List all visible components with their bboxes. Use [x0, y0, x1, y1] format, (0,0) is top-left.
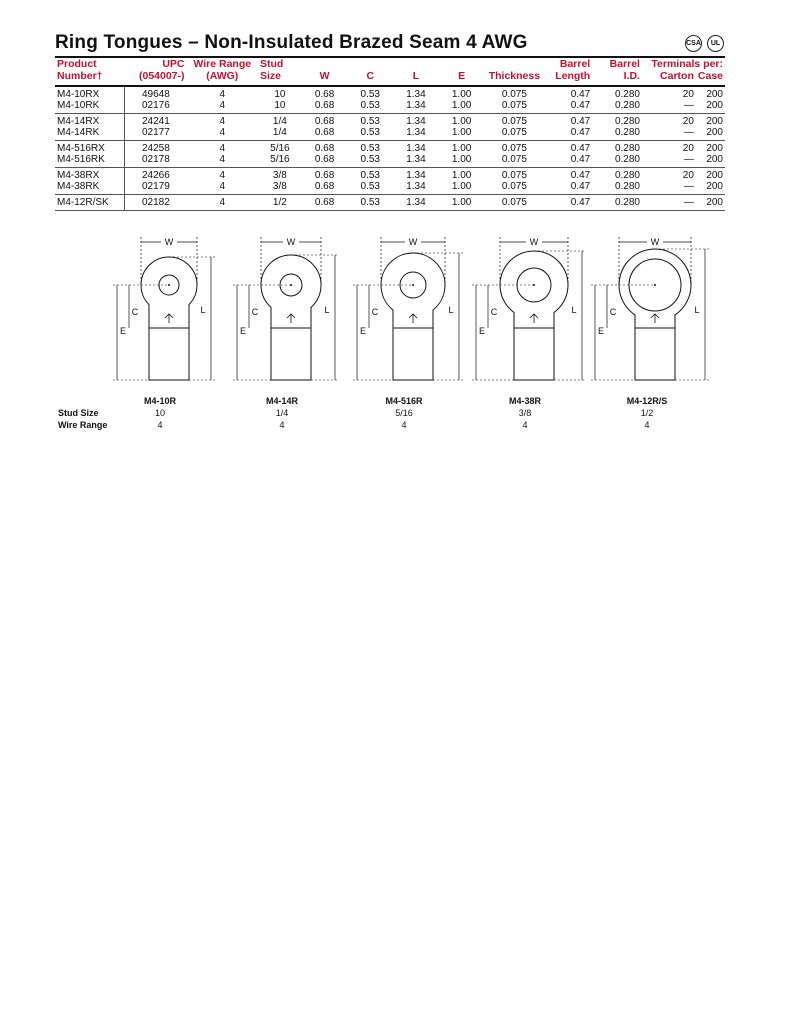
- col-header-blank-e: [439, 57, 485, 70]
- cell-c: 0.53: [360, 100, 380, 111]
- cell-c: 0.53: [347, 114, 393, 128]
- cell-carton: 20: [642, 141, 696, 155]
- cell-e: 1.00: [451, 154, 472, 165]
- l-label: L: [694, 305, 700, 315]
- stud-size-value: 10: [154, 408, 165, 418]
- cell-carton: 20: [642, 168, 696, 182]
- cell-w: 0.68: [314, 154, 335, 165]
- col-header-case: Case: [697, 70, 723, 82]
- col-header-id: I.D.: [623, 70, 640, 82]
- cell-w: 0.68: [314, 100, 335, 111]
- l-label: L: [324, 305, 330, 315]
- cell-stud-size: 1/4: [272, 127, 287, 138]
- e-label: E: [478, 326, 486, 336]
- e-label: E: [119, 326, 127, 336]
- c-label: C: [609, 307, 617, 317]
- cell-w: 0.68: [302, 141, 348, 155]
- cell-wire-range: 4: [187, 195, 258, 211]
- cell-l: 1.34: [406, 181, 426, 192]
- cell-c: 0.53: [347, 168, 393, 182]
- cell-c: 0.53: [360, 89, 380, 100]
- diagram-strip: [0, 225, 798, 400]
- cell-stud-size: 1/4: [258, 114, 302, 128]
- col-header-barrel1: Barrel: [559, 58, 591, 70]
- cell-case: 200: [696, 114, 725, 128]
- cell-c: 0.53: [360, 154, 380, 165]
- cell-barrel-id: 0.280: [592, 195, 642, 211]
- cell-stud-size: 3/8: [258, 168, 302, 182]
- cell-e: 1.00: [439, 141, 485, 155]
- cell-e: 1.00: [451, 127, 472, 138]
- direction-arrow: [530, 314, 538, 323]
- col-header-l: L: [412, 70, 420, 82]
- cell-barrel-length: 0.47: [544, 141, 592, 155]
- wire-range-value: 4: [644, 420, 650, 430]
- header-row-bottom: [55, 70, 725, 86]
- col-header-blank-thickness: [484, 57, 544, 70]
- diagram-name: M4-38R: [508, 396, 541, 406]
- cell-stud-size: 1/2: [258, 195, 302, 211]
- cell-barrel-id: 0.280: [614, 154, 640, 165]
- cell-upc: 02179: [125, 181, 187, 195]
- col-header-blank-c: [347, 57, 393, 70]
- cell-w: 0.68: [302, 168, 348, 182]
- cell-w: 0.68: [302, 114, 348, 128]
- stud-size-value: 5/16: [395, 408, 413, 418]
- header-row-top: [55, 57, 725, 70]
- table-row: [55, 100, 725, 114]
- cell-thickness: 0.075: [501, 89, 527, 100]
- cell-carton: 20: [682, 89, 694, 100]
- col-header-barrel2: Barrel: [609, 58, 640, 70]
- cell-product: M4-516RK: [57, 154, 105, 165]
- cell-l: 1.34: [406, 89, 426, 100]
- cell-wire-range: 4: [187, 168, 258, 182]
- cell-wire-range: 4: [187, 114, 258, 128]
- col-header-wire-range: Wire Range: [193, 58, 252, 70]
- cell-case: 200: [706, 181, 723, 192]
- c-label: C: [131, 307, 139, 317]
- c-label: C: [371, 307, 379, 317]
- cell-barrel-length: 0.47: [544, 114, 592, 128]
- cell-upc: 02182: [125, 195, 187, 211]
- title-row: [55, 32, 725, 56]
- cell-barrel-id: 0.280: [592, 168, 642, 182]
- cell-e: 1.00: [439, 114, 485, 128]
- diagram-name: M4-14R: [265, 396, 298, 406]
- cell-product: M4-12R/SK: [55, 195, 125, 211]
- cell-wire-range: 4: [219, 89, 226, 100]
- diagram-name: M4-516R: [385, 396, 423, 406]
- table-row: [55, 181, 725, 195]
- cell-barrel-id: 0.280: [592, 114, 642, 128]
- cell-e: 1.00: [439, 195, 485, 211]
- l-label: L: [200, 305, 206, 315]
- cell-case: 200: [696, 195, 725, 211]
- cell-barrel-id: 0.280: [614, 89, 640, 100]
- cell-case: 200: [706, 127, 723, 138]
- col-header-terminals-per: Terminals per:: [651, 58, 723, 70]
- e-label: E: [239, 326, 247, 336]
- cell-barrel-length: 0.47: [544, 195, 592, 211]
- col-header-number: Number†: [57, 70, 103, 82]
- wire-range-label: Wire Range: [58, 420, 108, 430]
- diagram-name: M4-12R/S: [626, 396, 668, 406]
- wire-range-value: 4: [157, 420, 163, 430]
- table-row: [55, 195, 725, 211]
- direction-arrow: [165, 314, 173, 323]
- cell-case: 200: [706, 100, 723, 111]
- wire-range-value: 4: [522, 420, 528, 430]
- c-label: C: [251, 307, 259, 317]
- cell-wire-range: 4: [187, 141, 258, 155]
- cell-product: M4-14RX: [55, 114, 125, 128]
- col-header-blank-l: [393, 57, 439, 70]
- cell-carton: 20: [642, 114, 696, 128]
- col-header-length: Length: [555, 70, 591, 82]
- cell-thickness: 0.075: [501, 100, 527, 111]
- col-header-product: Product: [57, 58, 97, 70]
- cell-case: 200: [696, 168, 725, 182]
- cell-barrel-id: 0.280: [614, 100, 640, 111]
- cell-c: 0.53: [360, 127, 380, 138]
- csa-logo: CSA: [685, 35, 702, 52]
- cell-barrel-id: 0.280: [614, 127, 640, 138]
- cell-wire-range: 4: [219, 100, 226, 111]
- cell-upc: 02178: [125, 154, 187, 168]
- cell-carton: —: [683, 127, 694, 138]
- cell-carton: —: [683, 100, 694, 111]
- table-row: [55, 168, 725, 182]
- cell-carton: —: [642, 195, 696, 211]
- table-row: [55, 141, 725, 155]
- table-row: [55, 114, 725, 128]
- col-header-blank-w: [302, 57, 348, 70]
- cell-thickness: 0.075: [484, 168, 544, 182]
- cell-product: M4-516RX: [55, 141, 125, 155]
- cell-upc: 24241: [125, 114, 187, 128]
- cell-upc: 24266: [125, 168, 187, 182]
- col-header-w: W: [319, 70, 330, 82]
- cell-wire-range: 4: [219, 181, 226, 192]
- col-header-carton: Carton: [660, 70, 694, 82]
- w-label: W: [529, 237, 539, 247]
- page-title: Ring Tongues – Non-Insulated Brazed Seam 4 AWG: [55, 32, 528, 53]
- cell-l: 1.34: [393, 114, 439, 128]
- cell-thickness: 0.075: [501, 127, 527, 138]
- cell-stud-size: 3/8: [272, 181, 287, 192]
- cell-upc: 49648: [125, 86, 187, 100]
- cell-thickness: 0.075: [484, 141, 544, 155]
- cell-thickness: 0.075: [484, 114, 544, 128]
- table-row: [55, 127, 725, 141]
- cell-l: 1.34: [393, 168, 439, 182]
- direction-arrow: [409, 314, 417, 323]
- table-row: [55, 154, 725, 168]
- cell-carton: —: [683, 154, 694, 165]
- cell-barrel-length: 0.47: [570, 89, 591, 100]
- direction-arrow: [287, 314, 295, 323]
- cell-upc: 24258: [125, 141, 187, 155]
- wire-range-value: 4: [279, 420, 285, 430]
- cell-case: 200: [696, 141, 725, 155]
- w-label: W: [408, 237, 418, 247]
- cell-stud-size: 10: [274, 100, 286, 111]
- cell-stud-size: 5/16: [270, 154, 290, 165]
- stud-size-value: 3/8: [518, 408, 532, 418]
- cell-thickness: 0.075: [501, 181, 527, 192]
- cell-barrel-length: 0.47: [570, 100, 591, 111]
- cell-e: 1.00: [451, 89, 472, 100]
- cell-product: M4-14RK: [57, 127, 100, 138]
- cell-product: M4-38RK: [57, 181, 100, 192]
- col-header-thickness: Thickness: [488, 70, 541, 82]
- cell-stud-size: 10: [274, 89, 286, 100]
- cell-wire-range: 4: [219, 127, 226, 138]
- w-label: W: [286, 237, 296, 247]
- cell-barrel-id: 0.280: [592, 141, 642, 155]
- cell-e: 1.00: [451, 181, 472, 192]
- cell-w: 0.68: [314, 127, 335, 138]
- col-header-e: E: [458, 70, 466, 82]
- ring-tongue-diagrams: [0, 225, 798, 400]
- col-header-size: Size: [260, 70, 282, 82]
- col-header-awg: (AWG): [206, 70, 239, 82]
- cell-c: 0.53: [347, 141, 393, 155]
- cell-barrel-length: 0.47: [570, 154, 591, 165]
- e-label: E: [359, 326, 367, 336]
- cell-w: 0.68: [314, 181, 335, 192]
- cell-l: 1.34: [406, 100, 426, 111]
- cell-product: M4-10RK: [57, 100, 100, 111]
- cell-thickness: 0.075: [484, 195, 544, 211]
- cell-carton: —: [683, 181, 694, 192]
- cell-l: 1.34: [393, 141, 439, 155]
- l-label: L: [448, 305, 454, 315]
- cell-upc: 02177: [125, 127, 187, 141]
- cell-barrel-length: 0.47: [544, 168, 592, 182]
- cell-w: 0.68: [302, 195, 348, 211]
- cell-barrel-length: 0.47: [570, 181, 591, 192]
- cell-e: 1.00: [439, 168, 485, 182]
- l-label: L: [571, 305, 577, 315]
- cell-thickness: 0.075: [501, 154, 527, 165]
- cell-case: 200: [706, 89, 723, 100]
- wire-range-value: 4: [401, 420, 407, 430]
- c-label: C: [490, 307, 498, 317]
- diagram-name: M4-10R: [143, 396, 176, 406]
- stud-size-label: Stud Size: [58, 408, 99, 418]
- cell-product: M4-38RX: [55, 168, 125, 182]
- col-header-c: C: [366, 70, 375, 82]
- table-row: [55, 86, 725, 100]
- cell-l: 1.34: [393, 195, 439, 211]
- cell-e: 1.00: [451, 100, 472, 111]
- w-label: W: [650, 237, 660, 247]
- stud-size-value: 1/2: [640, 408, 654, 418]
- cell-c: 0.53: [360, 181, 380, 192]
- col-header-stud: Stud: [260, 58, 284, 70]
- stud-size-value: 1/4: [275, 408, 289, 418]
- cell-barrel-id: 0.280: [614, 181, 640, 192]
- cell-upc: 02176: [125, 100, 187, 114]
- spec-table: [55, 56, 725, 211]
- cell-case: 200: [706, 154, 723, 165]
- cell-l: 1.34: [406, 154, 426, 165]
- e-label: E: [597, 326, 605, 336]
- cell-wire-range: 4: [219, 154, 226, 165]
- cell-product: M4-10RX: [57, 89, 100, 100]
- cell-c: 0.53: [347, 195, 393, 211]
- cell-barrel-length: 0.47: [570, 127, 591, 138]
- col-header-upc: UPC: [162, 58, 185, 70]
- col-header-upc-code: (054007-): [138, 70, 185, 82]
- cell-stud-size: 5/16: [258, 141, 302, 155]
- direction-arrow: [651, 314, 659, 323]
- cell-w: 0.68: [314, 89, 335, 100]
- w-label: W: [164, 237, 174, 247]
- ul-logo: UL: [707, 35, 724, 52]
- spec-table-body: [55, 86, 725, 211]
- cell-l: 1.34: [406, 127, 426, 138]
